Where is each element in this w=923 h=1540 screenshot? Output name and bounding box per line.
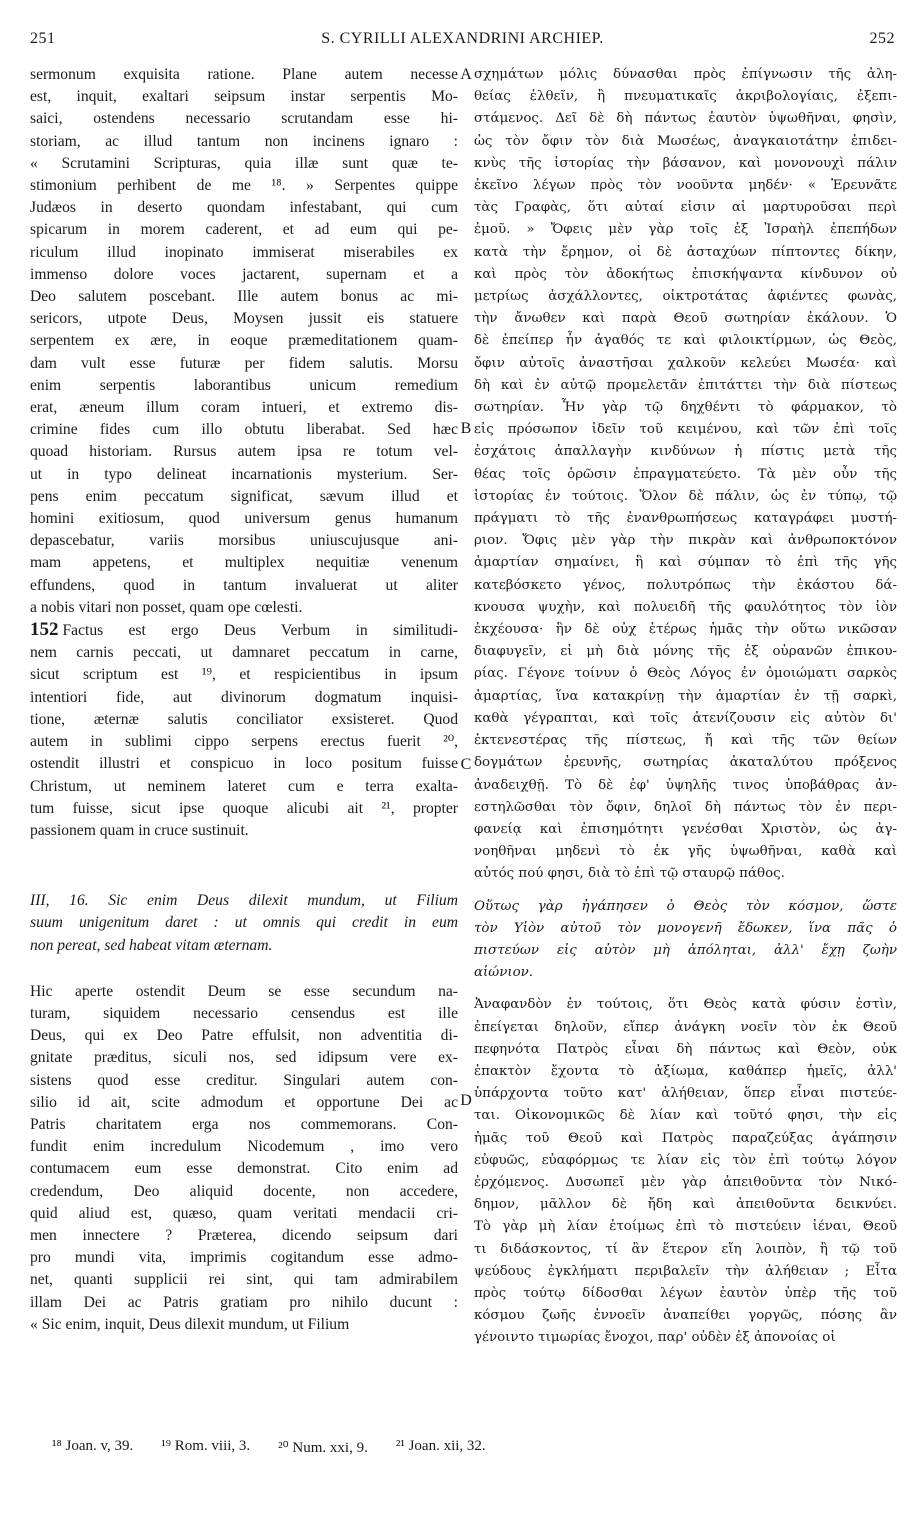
text-line: passionem quam in cruce sustinuit. bbox=[30, 821, 249, 839]
text-line: Οὕτως γὰρ ἠγάπησεν ὁ Θεὸς τὸν κόσμον, ὥστε bbox=[474, 898, 897, 914]
text-line: ἁμαρτίαν σημαίνει, ἣ καὶ σύμπαν τὸ ἐπὶ τῆς γῆς bbox=[474, 555, 897, 571]
greek-column bbox=[474, 64, 897, 1350]
text-line: storiam, ac illud tantum non incinens ignaro : bbox=[30, 132, 458, 150]
text-line: net, quanti supplicii rei sint, qui tam admirabilem bbox=[30, 1271, 458, 1289]
page-number-left: 251 bbox=[30, 30, 56, 47]
latin-paragraph-2 bbox=[30, 619, 458, 842]
margin-letter-b: B bbox=[460, 420, 472, 437]
text-line: fundit enim incredulum Nicodemum , imo vero bbox=[30, 1138, 458, 1156]
text-line: σχημάτων μόλις δύνασθαι πρὸς ἐπίγνωσιν τῆς ἀλη- bbox=[474, 67, 897, 82]
text-line: ἐκεῖνο λέγων πρὸς τὸν νοοῦντα μηδέν· « Ἐρευνᾶτε bbox=[474, 178, 897, 194]
text-line: sericors, utpote Deus, Moysen jussit eis statuere bbox=[30, 310, 458, 328]
greek-section-heading bbox=[474, 896, 897, 985]
latin-paragraph-3 bbox=[30, 981, 458, 1336]
text-line: sicut scriptum est ¹⁹, et respicientibus in ipsum bbox=[30, 666, 458, 684]
text-line: τὰς Γραφὰς, ὅτι αὐταί εἰσιν αἱ μαρτυροῦσαι περὶ bbox=[474, 200, 897, 216]
text-line: tum fuisse, sicut ipse quoque alicubi ait ²¹, propter bbox=[30, 799, 458, 817]
text-line: homini exitiosum, quod universum genus humanum bbox=[30, 510, 458, 528]
text-line: τι διδάσκοντος, τί ἂν ἕτερον εἴη λοιπὸν, ἢ τῷ τοῦ bbox=[474, 1241, 897, 1257]
text-line: ὡς τὸν ὄφιν τὸν διὰ Μωσέως, ἀναγκαιοτάτην ἐπιδει- bbox=[474, 133, 897, 149]
text-line: θέας τοῖς ὁρῶσιν ἐπραγματεύετο. Τὰ μὲν οὖν τῆς bbox=[474, 466, 897, 482]
text-line: πιστεύων εἰς αὐτὸν μὴ ἀπόληται, ἀλλ' ἔχῃ ζωὴν bbox=[474, 942, 897, 958]
page-number-right: 252 bbox=[869, 30, 895, 47]
text-line: θείας ἐλθεῖν, ἢ πνευματικαῖς ἀκριβολογίαις, ἐξεπι- bbox=[474, 89, 897, 105]
footnote-19: ¹⁹ Rom. viii, 3. bbox=[161, 1438, 251, 1454]
running-header bbox=[30, 30, 895, 56]
text-line: ἱστορίας ἐν τούτοις. Ὅλον δὲ πάλιν, ὡς ἐν τύπῳ, τῷ bbox=[474, 488, 897, 504]
text-line: III, 16. Sic enim Deus dilexit mundum, ut Filium bbox=[30, 892, 458, 910]
text-line: nem carnis peccati, ut damnaret peccatum in carne, bbox=[30, 644, 458, 662]
text-line: δὲ ἐπείπερ ἦν ἀγαθός τε καὶ φιλοικτίρμων, ὡς Θεὸς, bbox=[474, 333, 897, 349]
text-line: ἐκχέουσα· ἣν δὲ οὐχ ἑτέρως ἡμᾶς τὴν οὕτω νικῶσαν bbox=[474, 622, 897, 638]
text-line: stimonium perhibent de me ¹⁸. » Serpentes quippe bbox=[30, 177, 458, 195]
text-line: αὐτός πού φησι, διὰ τὸ ἐπὶ τῷ σταυρῷ πάθος. bbox=[474, 866, 785, 882]
text-line: νοηθῆναι μηδενὶ τὸ ἐκ γῆς ὑψωθῆναι, καθὰ καὶ bbox=[474, 844, 897, 860]
text-line: ριον. Ὄφις μὲν γὰρ τὴν πικρὰν καὶ ἀνθρωποκτόνον bbox=[474, 533, 897, 549]
text-line: αἰώνιον. bbox=[474, 965, 534, 981]
text-line: ἁμαρτίας, ἵνα κατακρίνῃ τὴν ἁμαρτίαν ἐν τῇ σαρκὶ, bbox=[474, 688, 897, 704]
text-line: εἰς πρόσωπον ἰδεῖν τοῦ κειμένου, καὶ τῶν ἐπὶ τοῖς bbox=[474, 422, 897, 438]
text-line: pens enim peccatum significat, sævum illud et bbox=[30, 487, 458, 505]
text-line: ρίας. Γέγονε τοίνυν ὁ Θεὸς Λόγος ἐν ὁμοιώματι σαρκὸς bbox=[474, 666, 897, 682]
text-line bbox=[30, 619, 458, 642]
text-line: τὸν Υἱὸν αὐτοῦ τὸν μονογενῆ ἔδωκεν, ἵνα πᾶς ὁ bbox=[474, 920, 897, 936]
text-line-content: Factus est ergo Deus Verbum in similitudi- bbox=[62, 622, 458, 640]
footnotes bbox=[52, 1438, 912, 1457]
text-line: crimine fides cum illo obtutu liberabat. Sed hæc bbox=[30, 421, 458, 439]
text-line: ὄφιν αὐτοῖς ἀναστῆσαι χαλκοῦν κελεύει Μωσέα· καὶ bbox=[474, 355, 897, 371]
text-line: Τὸ γὰρ μὴ λίαν ἑτοίμως ἐπὶ τὸ πιστεύειν ἰέναι, Θεοῦ bbox=[474, 1219, 897, 1235]
text-line: ἐκτενεστέρας τῆς πίστεως, ἤ καὶ τῆς τῶν θείων bbox=[474, 733, 897, 749]
margin-letter-d: D bbox=[460, 1092, 472, 1109]
text-line: τὴν ἄνωθεν καὶ παρὰ Θεοῦ σωτηρίαν ἐκάλουν. Ὁ bbox=[474, 311, 897, 327]
text-line: gnitate præditus, siculi nos, sed idipsum vere ex- bbox=[30, 1049, 458, 1067]
text-line: ψεύδους ἐγκλήματι περιβαλεῖν τὴν ἀλήθειαν ; Εἶτα bbox=[474, 1263, 897, 1279]
text-line: δημον, μᾶλλον δὲ ἤδη καὶ ἀπειθοῦντα δεικνύει. bbox=[474, 1197, 897, 1213]
text-line: δὴ καὶ ἐν αὐτῷ προμελετᾶν ἐπιτάττει τὴν διὰ πίστεως bbox=[474, 377, 897, 393]
text-line: στάμενος. Δεῖ δὲ δὴ πάντως ἑαυτὸν ὑψωθῆναι, φησὶν, bbox=[474, 111, 897, 127]
latin-section-heading bbox=[30, 890, 458, 957]
text-line: ἡμᾶς τοῦ Θεοῦ καὶ Πατρὸς παραζεύξας ἀγάπησιν bbox=[474, 1130, 897, 1146]
text-line: ἀναδειχθῇ. Τὸ δὲ ἐφ' ὑψηλῆς τινος ὑποβάθρας ἀν- bbox=[474, 777, 897, 793]
latin-column bbox=[30, 64, 458, 1336]
text-line: σωτηρίαν. Ἦν γὰρ τῷ δηχθέντι τὸ φάρμακον, τὸ bbox=[474, 400, 897, 416]
text-line: serpentem ex ære, in eoque præmeditationem quam- bbox=[30, 332, 458, 350]
text-line: Judæos in deserto quondam infestabant, qui cum bbox=[30, 199, 458, 217]
text-line: contumacem eum esse demonstrat. Cito enim ad bbox=[30, 1160, 458, 1178]
text-line: depascebatur, variis morsibus uniuscujusque ani- bbox=[30, 532, 458, 550]
text-line: ἐπείγεται δηλοῦν, εἴπερ ἀνάγκη νοεῖν τὸν ἐκ Θεοῦ bbox=[474, 1019, 897, 1035]
margin-letter-a: A bbox=[460, 66, 472, 83]
text-line: non pereat, sed habeat vitam æternam. bbox=[30, 936, 273, 954]
text-line: καθὰ γέγραπται, καὶ τοῖς ἀτενίζουσιν εἰς αὐτὸν δι' bbox=[474, 710, 897, 726]
text-line: ἐμοῦ. » Ὄφεις μὲν γὰρ τοῖς ἐξ Ἰσραὴλ ἐπεπήδων bbox=[474, 222, 897, 238]
text-line: « Sic enim, inquit, Deus dilexit mundum, ut Filium bbox=[30, 1315, 350, 1333]
text-line: dam vult esse futuræ per fidem salutis. Morsu bbox=[30, 354, 458, 372]
text-line: silio id ait, scite admodum et opportune Dei ac bbox=[30, 1093, 458, 1111]
margin-letter-c: C bbox=[460, 756, 472, 773]
text-line: riculum illud inopinato immiserat miserabiles ex bbox=[30, 243, 458, 261]
text-line: κατὰ τὴν ἔρημον, οἱ δὲ ἀσταχύων πίπτοντες δίκην, bbox=[474, 244, 897, 260]
text-line: quoad historiam. Rursus autem ipsa re totum vel- bbox=[30, 443, 458, 461]
text-line: Deus, qui ex Deo Patre effulsit, non adventitia di- bbox=[30, 1027, 458, 1045]
text-line: καὶ πρὸς τὸν ἀδοκήτως ἐπισκήψαντα κίνδυνον οὐ bbox=[474, 266, 897, 282]
text-line: διαφυγεῖν, εἰ μὴ διὰ μόνης τῆς ἐξ οὐρανῶν ἐπικου- bbox=[474, 644, 897, 660]
text-line: πεφηνότα Πατρὸς εἶναι δὴ πάντως καὶ Θεὸν, οὐκ bbox=[474, 1041, 897, 1057]
text-line: κατεβόσκετο γένος, πολυτρόπως τὴν ἑκάστου δά- bbox=[474, 577, 897, 593]
footnote-18: ¹⁸ Joan. v, 39. bbox=[52, 1438, 134, 1454]
text-line: Christum, ut neminem lateret cum e terra exalta- bbox=[30, 777, 458, 795]
footnote-20: ²⁰ Num. xxi, 9. bbox=[278, 1440, 368, 1456]
text-line: immenso dolore voces jactarent, supernam et a bbox=[30, 265, 458, 283]
text-line: pro mundi vita, imprimis cogitandum esse admo- bbox=[30, 1249, 458, 1267]
text-line: ἐρχόμενος. Δυσωπεῖ μὲν γὰρ ἀπειθοῦντα τὸν Νικό- bbox=[474, 1174, 897, 1190]
text-line: autem in sublimi cippo serpens erectus fuerit ²⁰, bbox=[30, 733, 458, 751]
text-line: Hic aperte ostendit Deum se esse secundum na- bbox=[30, 982, 458, 1000]
text-line: suum unigenitum daret : ut omnis qui credit in eum bbox=[30, 914, 458, 932]
text-line: mam appetens, et multiplex nequitiæ venenum bbox=[30, 554, 458, 572]
text-line: εστηλῶσθαι τὸν ὄφιν, δηλοῖ δὴ πάντως τὸν ἐν περι- bbox=[474, 799, 897, 815]
text-line: turam, siquidem necessario censendus est ille bbox=[30, 1004, 458, 1022]
spacer bbox=[474, 984, 897, 994]
text-line: quid aliud est, quæso, quam veritati mendacii cri- bbox=[30, 1204, 458, 1222]
text-line: erat, æneum illum coram intueri, et extremo dis- bbox=[30, 399, 458, 417]
text-line: « Scrutamini Scripturas, quia illæ sunt quæ te- bbox=[30, 154, 458, 172]
text-line: Patris charitatem erga nos commemorans. Con- bbox=[30, 1115, 458, 1133]
text-line: a nobis vitari non posset, quam ope cœlesti. bbox=[30, 598, 303, 616]
text-line: intentiori fide, aut divinorum dogmatum inquisi- bbox=[30, 688, 458, 706]
text-line: δογμάτων ἐρευνῆς, σωτηρίας ἀκαταλύτου πρόξενος bbox=[474, 755, 897, 771]
text-line: credendum, Deo aliquid docente, non accedere, bbox=[30, 1182, 458, 1200]
text-line: ὑπάρχοντα τοῦτο κατ' ἀλήθειαν, ὅπερ εἶναι πιστεύε- bbox=[474, 1086, 897, 1102]
text-line: Deo salutem poscebant. Ille autem bonus ac mi- bbox=[30, 288, 458, 306]
greek-paragraph-3 bbox=[474, 994, 897, 1349]
text-line: saici, ostendens necessario scrutandam esse hi- bbox=[30, 110, 458, 128]
greek-paragraph-1 bbox=[474, 64, 897, 886]
text-line: men innectere ? Præterea, dicendo seipsum dari bbox=[30, 1226, 458, 1244]
text-line: πράγματι τὸ τῆς ἐνανθρωπήσεως καταγράφει μυστή- bbox=[474, 511, 897, 527]
spacer bbox=[474, 886, 897, 896]
text-line: μετρίως ἀσχάλλοντες, οἰκτροτάτας ἀφιέντες φωνὰς, bbox=[474, 289, 897, 305]
text-line: φανείᾳ καὶ ἐπισημότητι γενέσθαι Χριστὸν, ὡς ἀγ- bbox=[474, 821, 897, 837]
text-line: est, inquit, exaltari seipsum instar serpentis Mo- bbox=[30, 88, 458, 106]
text-line: sistens quod esse creditur. Singulari autem con- bbox=[30, 1071, 458, 1089]
running-title: S. CYRILLI ALEXANDRINI ARCHIEP. bbox=[321, 30, 604, 47]
footnote-21: ²¹ Joan. xii, 32. bbox=[395, 1438, 486, 1454]
text-line: εὐφυῶς, εὐαφόρμως τε λίαν εἰς τὸν ἐπὶ τούτῳ λόγον bbox=[474, 1152, 897, 1168]
text-line: ἐσχάτοις ἀπαλλαγὴν κινδύνων ἡ πίστις μετὰ τῆς bbox=[474, 444, 897, 460]
text-line: γένοιντο τιμωρίας ἔνοχοι, παρ' οὐδὲν ἐξ ἀπονοίας οἱ bbox=[474, 1330, 836, 1346]
text-line: illam Dei ac Patris gratiam pro nihilo ducunt : bbox=[30, 1293, 458, 1311]
latin-paragraph-1 bbox=[30, 64, 458, 619]
text-line: sermonum exquisita ratione. Plane autem necesse bbox=[30, 66, 458, 83]
text-line: κνὺς τῆς ἱστορίας τὴν βάσανον, καὶ μονονουχὶ πάλιν bbox=[474, 155, 897, 171]
text-line: spicarum in morem caderent, et ad eum qui pe- bbox=[30, 221, 458, 239]
text-line: effundens, quod in tantum invaluerat ut aliter bbox=[30, 576, 458, 594]
text-line: enim serpentis laborantibus unicum remedium bbox=[30, 376, 458, 394]
column-number: 152 bbox=[30, 619, 59, 641]
text-line: ostendit illustri et conspicuo in loco positum fuisse bbox=[30, 755, 458, 773]
text-line: κόσμου ζωῆς ἐννοεῖν ἀναπείθει γοργῶς, πόσης ἂν bbox=[474, 1308, 897, 1324]
text-line: ut in typo delineat incarnationis mysterium. Ser- bbox=[30, 465, 458, 483]
text-line: πρὸς τούτῳ δίδοσθαι λέγων ἑαυτὸν ὑπὲρ τῆς τοῦ bbox=[474, 1285, 897, 1301]
text-line: tione, æternæ salutis conciliator exsisteret. Quod bbox=[30, 710, 458, 728]
spacer bbox=[30, 957, 458, 981]
text-line: κνουσα ψυχὴν, καὶ πολυειδῆ τῆς φαυλότητος τὸν ἰὸν bbox=[474, 599, 897, 615]
text-line: ἐπακτὸν ἔχοντα τὸ ἀξίωμα, καθάπερ ἡμεῖς, ἀλλ' bbox=[474, 1063, 897, 1079]
text-line: Ἀναφανδὸν ἐν τούτοις, ὅτι Θεὸς κατὰ φύσιν ἐστὶν, bbox=[474, 997, 897, 1013]
text-line: ται. Οἰκονομικῶς δὲ λίαν καὶ τοῦτό φησι, τὴν εἰς bbox=[474, 1108, 897, 1124]
